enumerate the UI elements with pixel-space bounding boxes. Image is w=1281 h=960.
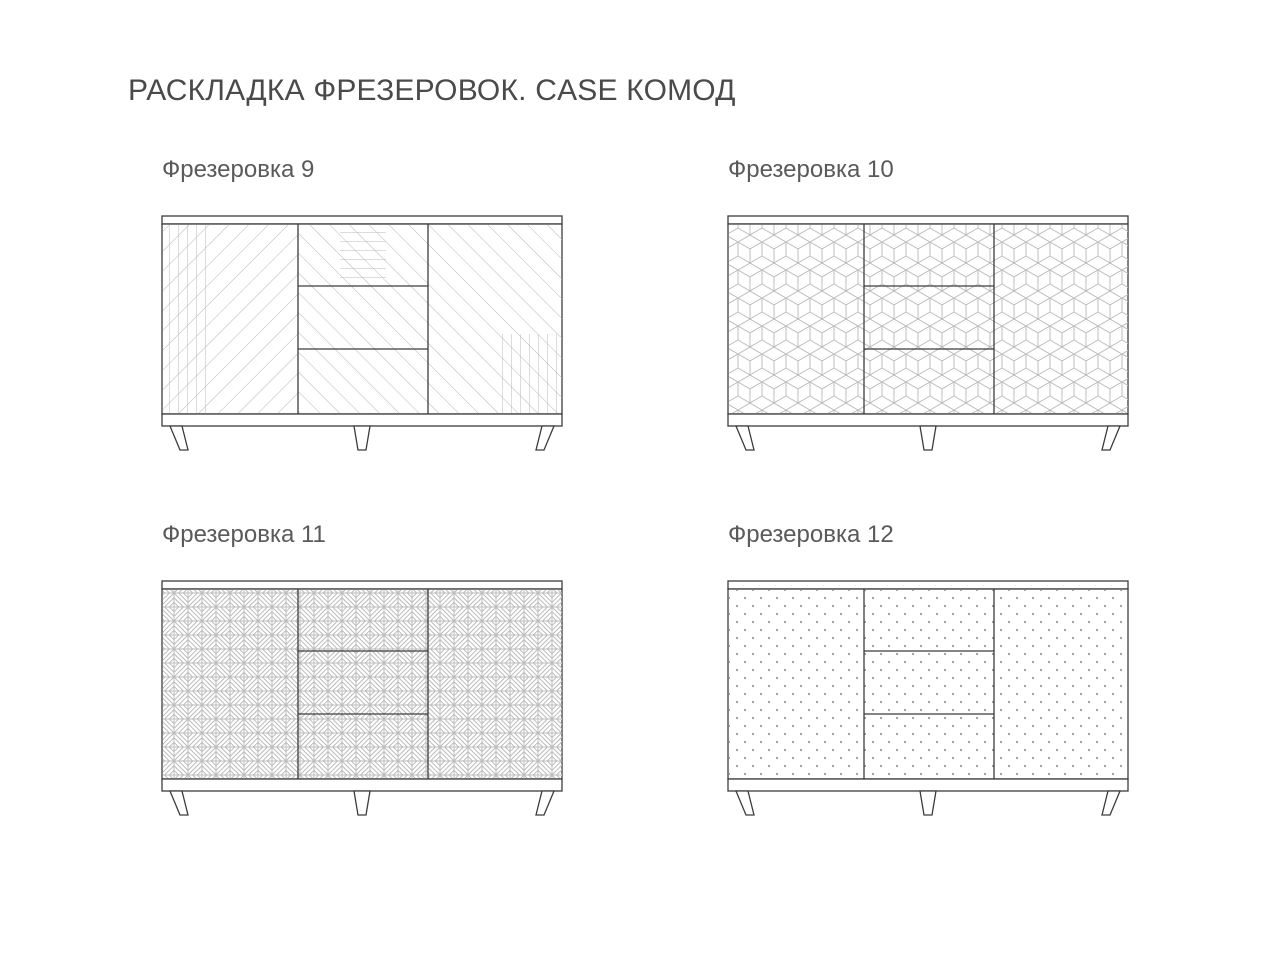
dresser-svg-10 [726,214,1130,454]
panel-title: Фрезеровка 11 [162,521,326,548]
dresser-diagram-9 [160,214,564,454]
page-title: РАСКЛАДКА ФРЕЗЕРОВОК. CASE КОМОД [128,74,736,107]
panel-frezerovka-12 [726,521,1130,819]
panel-title: Фрезеровка 12 [728,521,894,548]
panel-title: Фрезеровка 9 [162,156,315,183]
panel-frezerovka-10 [726,156,1130,454]
dresser-diagram-10 [726,214,1130,454]
dresser-svg-9 [160,214,564,454]
panel-frezerovka-11 [160,521,564,819]
dresser-svg-12 [726,579,1130,819]
dresser-diagram-11 [160,579,564,819]
panel-frezerovka-9 [160,156,564,454]
dresser-svg-11 [160,579,564,819]
panel-title: Фрезеровка 10 [728,156,894,183]
dresser-diagram-12 [726,579,1130,819]
